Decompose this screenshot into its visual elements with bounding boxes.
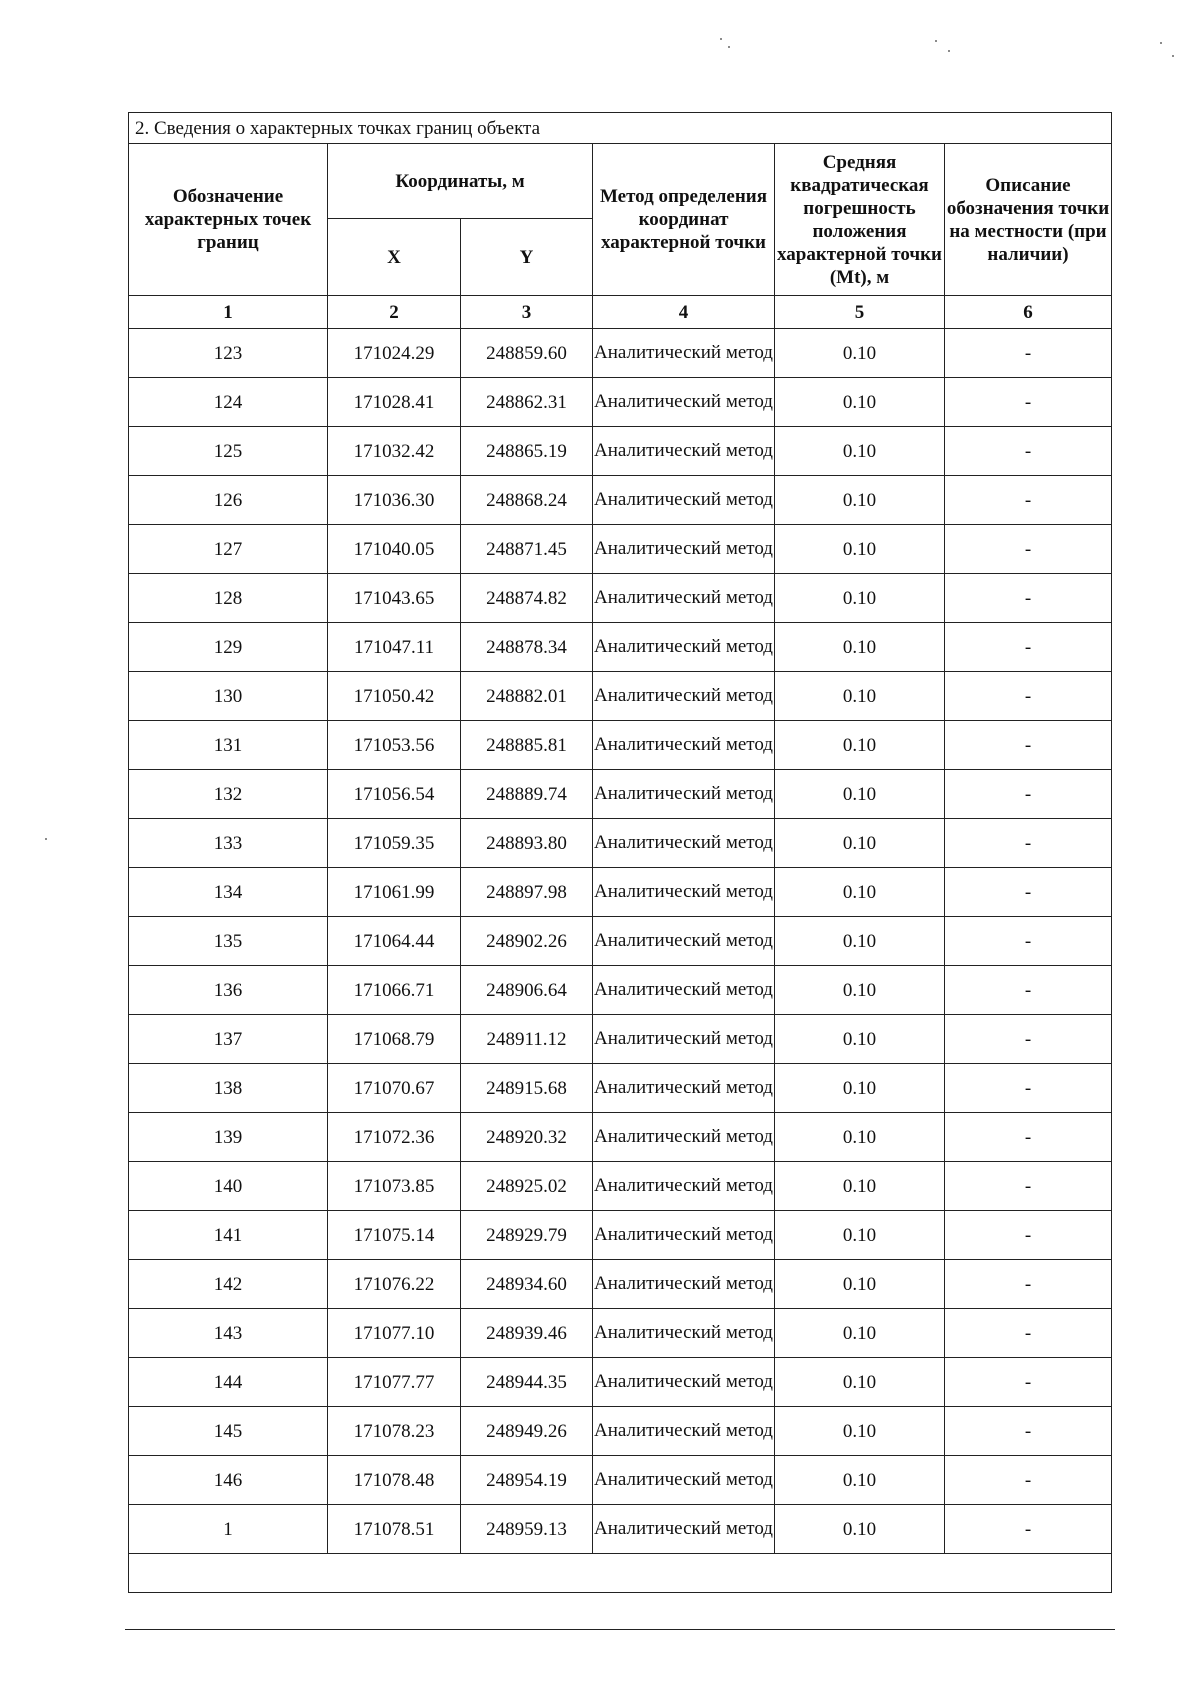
method-text: Аналитический метод — [594, 587, 773, 608]
header-description: Описание обозначения точки на местности (при наличии) — [945, 144, 1112, 296]
description-cell: - — [945, 476, 1112, 525]
y-coordinate-cell: 248959.13 — [461, 1505, 593, 1554]
method-cell — [593, 574, 775, 623]
x-coordinate-cell: 171047.11 — [328, 623, 461, 672]
scan-speck — [728, 46, 730, 48]
x-coordinate-cell: 171053.56 — [328, 721, 461, 770]
footer-divider — [125, 1629, 1115, 1630]
method-text: Аналитический метод — [594, 440, 773, 461]
x-coordinate-cell: 171068.79 — [328, 1015, 461, 1064]
description-cell: - — [945, 427, 1112, 476]
method-cell — [593, 1064, 775, 1113]
y-coordinate-cell: 248868.24 — [461, 476, 593, 525]
method-cell — [593, 1456, 775, 1505]
table-row — [129, 1260, 1112, 1309]
table-row — [129, 1456, 1112, 1505]
description-cell: - — [945, 770, 1112, 819]
x-coordinate-cell: 171059.35 — [328, 819, 461, 868]
x-coordinate-cell: 171024.29 — [328, 329, 461, 378]
y-coordinate-cell: 248954.19 — [461, 1456, 593, 1505]
method-text: Аналитический метод — [594, 1175, 773, 1196]
point-cell: 144 — [129, 1358, 328, 1407]
mean-error-cell: 0.10 — [775, 476, 945, 525]
table-row — [129, 1505, 1112, 1554]
method-cell — [593, 1309, 775, 1358]
method-text: Аналитический метод — [594, 1224, 773, 1245]
description-cell: - — [945, 1309, 1112, 1358]
scan-speck — [720, 38, 722, 40]
y-coordinate-cell: 248944.35 — [461, 1358, 593, 1407]
description-cell: - — [945, 1358, 1112, 1407]
mean-error-cell: 0.10 — [775, 1407, 945, 1456]
method-text: Аналитический метод — [594, 783, 773, 804]
table-row — [129, 1064, 1112, 1113]
column-number: 2 — [328, 296, 461, 329]
scan-speck — [1172, 55, 1174, 57]
x-coordinate-cell: 171043.65 — [328, 574, 461, 623]
y-coordinate-cell: 248885.81 — [461, 721, 593, 770]
method-text: Аналитический метод — [594, 1077, 773, 1098]
x-coordinate-cell: 171066.71 — [328, 966, 461, 1015]
header-method: Метод определения координат характерной точки — [593, 144, 775, 296]
mean-error-cell: 0.10 — [775, 917, 945, 966]
column-number: 3 — [461, 296, 593, 329]
table-row — [129, 623, 1112, 672]
y-coordinate-cell: 248939.46 — [461, 1309, 593, 1358]
table-row — [129, 378, 1112, 427]
x-coordinate-cell: 171073.85 — [328, 1162, 461, 1211]
method-text: Аналитический метод — [594, 1126, 773, 1147]
table-row — [129, 721, 1112, 770]
y-coordinate-cell: 248915.68 — [461, 1064, 593, 1113]
mean-error-cell: 0.10 — [775, 770, 945, 819]
point-cell: 139 — [129, 1113, 328, 1162]
table-row — [129, 1162, 1112, 1211]
header-y: Y — [461, 219, 593, 296]
point-cell: 128 — [129, 574, 328, 623]
point-cell: 136 — [129, 966, 328, 1015]
table-row — [129, 672, 1112, 721]
method-text: Аналитический метод — [594, 930, 773, 951]
description-cell: - — [945, 1505, 1112, 1554]
method-cell — [593, 378, 775, 427]
point-cell: 130 — [129, 672, 328, 721]
method-cell — [593, 1162, 775, 1211]
point-cell: 127 — [129, 525, 328, 574]
y-coordinate-cell: 248874.82 — [461, 574, 593, 623]
column-number: 6 — [945, 296, 1112, 329]
header-x: X — [328, 219, 461, 296]
mean-error-cell: 0.10 — [775, 1456, 945, 1505]
method-cell — [593, 770, 775, 819]
method-cell — [593, 917, 775, 966]
mean-error-cell: 0.10 — [775, 1505, 945, 1554]
description-cell: - — [945, 917, 1112, 966]
x-coordinate-cell: 171050.42 — [328, 672, 461, 721]
column-number: 5 — [775, 296, 945, 329]
description-cell: - — [945, 525, 1112, 574]
description-cell: - — [945, 1064, 1112, 1113]
y-coordinate-cell: 248906.64 — [461, 966, 593, 1015]
description-cell: - — [945, 574, 1112, 623]
y-coordinate-cell: 248878.34 — [461, 623, 593, 672]
method-cell — [593, 966, 775, 1015]
table-row — [129, 819, 1112, 868]
point-cell: 129 — [129, 623, 328, 672]
y-coordinate-cell: 248893.80 — [461, 819, 593, 868]
mean-error-cell: 0.10 — [775, 623, 945, 672]
scan-speck — [948, 50, 950, 52]
blank-row — [129, 1554, 1112, 1593]
point-cell: 140 — [129, 1162, 328, 1211]
y-coordinate-cell: 248882.01 — [461, 672, 593, 721]
description-cell: - — [945, 1407, 1112, 1456]
description-cell: - — [945, 1162, 1112, 1211]
method-text: Аналитический метод — [594, 881, 773, 902]
point-cell: 126 — [129, 476, 328, 525]
point-cell: 137 — [129, 1015, 328, 1064]
x-coordinate-cell: 171077.10 — [328, 1309, 461, 1358]
description-cell: - — [945, 868, 1112, 917]
y-coordinate-cell: 248929.79 — [461, 1211, 593, 1260]
table-row — [129, 427, 1112, 476]
y-coordinate-cell: 248897.98 — [461, 868, 593, 917]
table-row — [129, 917, 1112, 966]
mean-error-cell: 0.10 — [775, 819, 945, 868]
mean-error-cell: 0.10 — [775, 1064, 945, 1113]
section-title: 2. Сведения о характерных точках границ объекта — [129, 113, 1112, 144]
description-cell: - — [945, 672, 1112, 721]
table-row — [129, 1211, 1112, 1260]
table-row — [129, 525, 1112, 574]
method-cell — [593, 623, 775, 672]
header-mean-error: Средняя квадратическая погрешность положения характерной точки (Mt), м — [775, 144, 945, 296]
method-text: Аналитический метод — [594, 1273, 773, 1294]
point-cell: 145 — [129, 1407, 328, 1456]
description-cell: - — [945, 623, 1112, 672]
table-row — [129, 574, 1112, 623]
x-coordinate-cell: 171078.23 — [328, 1407, 461, 1456]
table-row — [129, 868, 1112, 917]
scan-speck — [1160, 42, 1162, 44]
method-text: Аналитический метод — [594, 832, 773, 853]
table-row — [129, 1015, 1112, 1064]
point-cell: 123 — [129, 329, 328, 378]
table-row — [129, 1358, 1112, 1407]
scan-speck — [45, 838, 47, 840]
point-cell: 124 — [129, 378, 328, 427]
mean-error-cell: 0.10 — [775, 1309, 945, 1358]
x-coordinate-cell: 171028.41 — [328, 378, 461, 427]
method-text: Аналитический метод — [594, 685, 773, 706]
point-cell: 138 — [129, 1064, 328, 1113]
method-cell — [593, 1211, 775, 1260]
y-coordinate-cell: 248925.02 — [461, 1162, 593, 1211]
x-coordinate-cell: 171078.51 — [328, 1505, 461, 1554]
method-text: Аналитический метод — [594, 734, 773, 755]
method-cell — [593, 1407, 775, 1456]
x-coordinate-cell: 171072.36 — [328, 1113, 461, 1162]
header-point-designation: Обозначение характерных точек границ — [129, 144, 328, 296]
method-cell — [593, 1505, 775, 1554]
method-text: Аналитический метод — [594, 538, 773, 559]
mean-error-cell: 0.10 — [775, 329, 945, 378]
mean-error-cell: 0.10 — [775, 672, 945, 721]
mean-error-cell: 0.10 — [775, 721, 945, 770]
method-cell — [593, 329, 775, 378]
table-row — [129, 1407, 1112, 1456]
method-cell — [593, 427, 775, 476]
method-cell — [593, 868, 775, 917]
table-row — [129, 1113, 1112, 1162]
y-coordinate-cell: 248934.60 — [461, 1260, 593, 1309]
method-cell — [593, 672, 775, 721]
y-coordinate-cell: 248859.60 — [461, 329, 593, 378]
x-coordinate-cell: 171076.22 — [328, 1260, 461, 1309]
mean-error-cell: 0.10 — [775, 378, 945, 427]
x-coordinate-cell: 171061.99 — [328, 868, 461, 917]
method-text: Аналитический метод — [594, 391, 773, 412]
y-coordinate-cell: 248902.26 — [461, 917, 593, 966]
mean-error-cell: 0.10 — [775, 1358, 945, 1407]
mean-error-cell: 0.10 — [775, 427, 945, 476]
description-cell: - — [945, 721, 1112, 770]
table-row — [129, 1309, 1112, 1358]
method-cell — [593, 1260, 775, 1309]
method-cell — [593, 721, 775, 770]
section-title-row — [129, 113, 1112, 144]
method-cell — [593, 525, 775, 574]
x-coordinate-cell: 171040.05 — [328, 525, 461, 574]
point-cell: 141 — [129, 1211, 328, 1260]
mean-error-cell: 0.10 — [775, 1260, 945, 1309]
description-cell: - — [945, 966, 1112, 1015]
method-text: Аналитический метод — [594, 1322, 773, 1343]
point-cell: 135 — [129, 917, 328, 966]
point-cell: 131 — [129, 721, 328, 770]
method-text: Аналитический метод — [594, 979, 773, 1000]
y-coordinate-cell: 248920.32 — [461, 1113, 593, 1162]
x-coordinate-cell: 171064.44 — [328, 917, 461, 966]
y-coordinate-cell: 248871.45 — [461, 525, 593, 574]
point-cell: 125 — [129, 427, 328, 476]
method-text: Аналитический метод — [594, 1371, 773, 1392]
method-cell — [593, 476, 775, 525]
method-text: Аналитический метод — [594, 489, 773, 510]
method-cell — [593, 1113, 775, 1162]
x-coordinate-cell: 171070.67 — [328, 1064, 461, 1113]
description-cell: - — [945, 819, 1112, 868]
method-text: Аналитический метод — [594, 342, 773, 363]
method-text: Аналитический метод — [594, 1469, 773, 1490]
method-text: Аналитический метод — [594, 1420, 773, 1441]
table-row — [129, 770, 1112, 819]
column-number: 4 — [593, 296, 775, 329]
method-cell — [593, 819, 775, 868]
description-cell: - — [945, 1113, 1112, 1162]
point-cell: 146 — [129, 1456, 328, 1505]
x-coordinate-cell: 171075.14 — [328, 1211, 461, 1260]
y-coordinate-cell: 248862.31 — [461, 378, 593, 427]
mean-error-cell: 0.10 — [775, 1015, 945, 1064]
method-text: Аналитический метод — [594, 636, 773, 657]
description-cell: - — [945, 1456, 1112, 1505]
x-coordinate-cell: 171078.48 — [328, 1456, 461, 1505]
y-coordinate-cell: 248865.19 — [461, 427, 593, 476]
mean-error-cell: 0.10 — [775, 1113, 945, 1162]
x-coordinate-cell: 171077.77 — [328, 1358, 461, 1407]
column-number-row — [129, 296, 1112, 329]
y-coordinate-cell: 248911.12 — [461, 1015, 593, 1064]
description-cell: - — [945, 1211, 1112, 1260]
mean-error-cell: 0.10 — [775, 574, 945, 623]
description-cell: - — [945, 1015, 1112, 1064]
table-row — [129, 476, 1112, 525]
point-cell: 143 — [129, 1309, 328, 1358]
description-cell: - — [945, 329, 1112, 378]
point-cell: 1 — [129, 1505, 328, 1554]
method-text: Аналитический метод — [594, 1028, 773, 1049]
header-row — [129, 144, 1112, 219]
method-cell — [593, 1015, 775, 1064]
table-row — [129, 329, 1112, 378]
description-cell: - — [945, 378, 1112, 427]
y-coordinate-cell: 248889.74 — [461, 770, 593, 819]
point-cell: 133 — [129, 819, 328, 868]
mean-error-cell: 0.10 — [775, 525, 945, 574]
point-cell: 134 — [129, 868, 328, 917]
x-coordinate-cell: 171032.42 — [328, 427, 461, 476]
method-text: Аналитический метод — [594, 1518, 773, 1539]
boundary-points-table — [128, 112, 1112, 1593]
mean-error-cell: 0.10 — [775, 966, 945, 1015]
scan-speck — [935, 40, 937, 42]
x-coordinate-cell: 171056.54 — [328, 770, 461, 819]
mean-error-cell: 0.10 — [775, 868, 945, 917]
x-coordinate-cell: 171036.30 — [328, 476, 461, 525]
y-coordinate-cell: 248949.26 — [461, 1407, 593, 1456]
blank-cell — [129, 1554, 1112, 1593]
point-cell: 132 — [129, 770, 328, 819]
header-coordinates: Координаты, м — [328, 144, 593, 219]
method-cell — [593, 1358, 775, 1407]
mean-error-cell: 0.10 — [775, 1162, 945, 1211]
column-number: 1 — [129, 296, 328, 329]
description-cell: - — [945, 1260, 1112, 1309]
mean-error-cell: 0.10 — [775, 1211, 945, 1260]
point-cell: 142 — [129, 1260, 328, 1309]
table-row — [129, 966, 1112, 1015]
